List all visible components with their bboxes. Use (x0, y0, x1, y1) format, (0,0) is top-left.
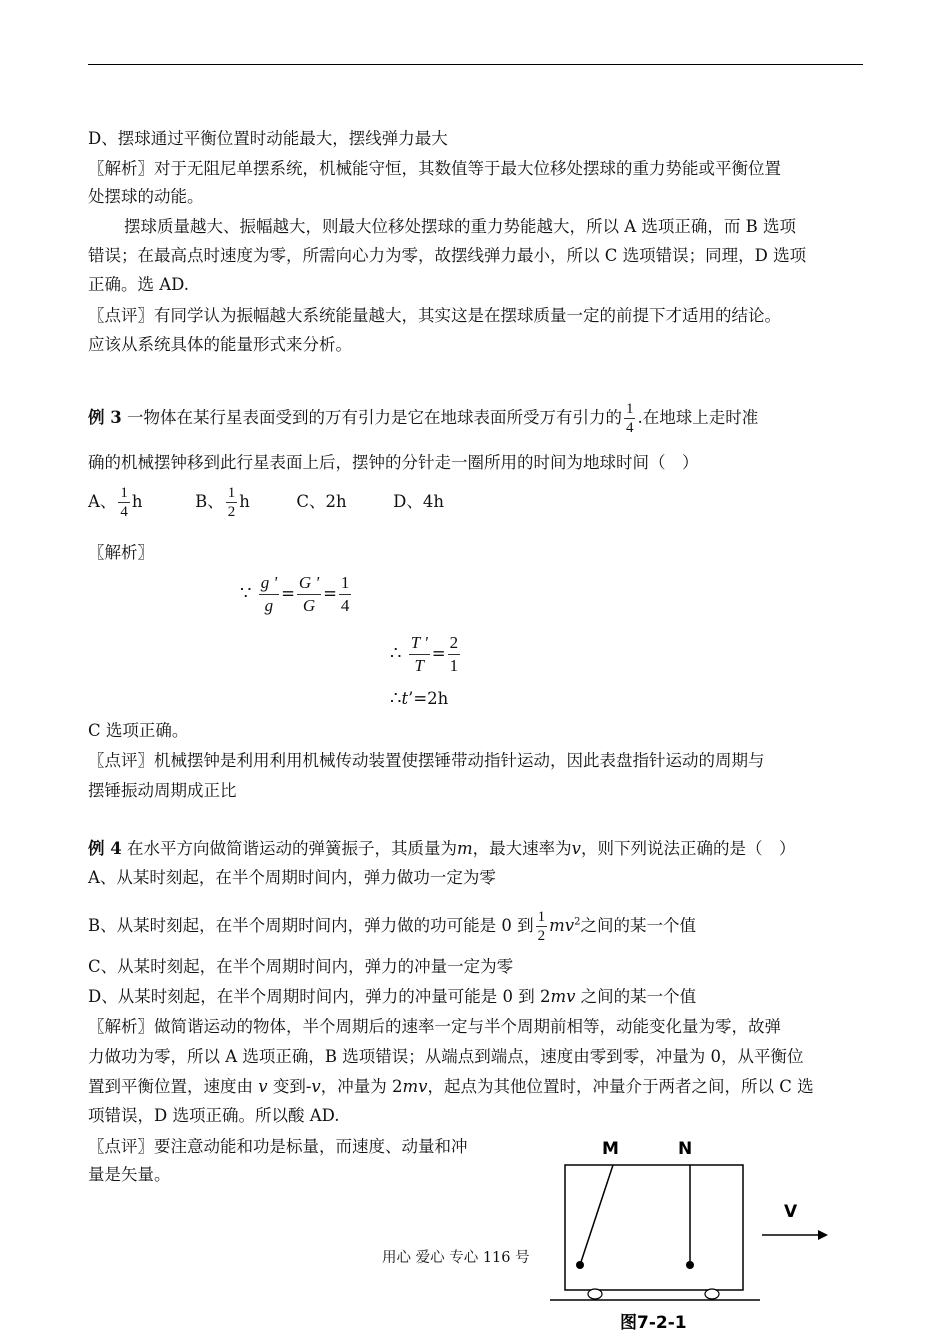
mv-term: mv (549, 916, 575, 935)
comment-1-line-2: 应该从系统具体的能量形式来分析。 (88, 335, 352, 354)
option-d: D、摆球通过平衡位置时动能最大，摆线弹力最大 (88, 129, 448, 148)
equation-2 (390, 632, 462, 677)
option-d: D、4h (393, 492, 444, 511)
option-d-text-b: 之间的某一个值 (575, 987, 697, 1006)
fraction-two-one: $\frac{2}{1}$ (449, 633, 459, 675)
page-footer: 用心 爱心 专心 116 号 (382, 1250, 530, 1266)
comment-1-line-1: 〖点评〗有同学认为振幅越大系统能量越大，其实这是在摆球质量一定的前提下才适用的结论。 (88, 306, 781, 325)
option-b-unit: h (239, 492, 250, 511)
option-a-label: A、 (88, 492, 117, 511)
example-3-answer: C 选项正确。 (88, 721, 189, 740)
fraction-g-ratio: $\frac{g '}{g}$ (260, 573, 278, 615)
square-superscript: 2 (574, 916, 581, 928)
comment-3-line-1: 〖点评〗机械摆钟是利用利用机械传动装置使摆锤带动指针运动，因此表盘指针运动的周期与 (88, 751, 765, 770)
analysis-4-line-3: 置到平衡位置，速度由 v 变到-v，冲量为 2mv，起点为其他位置时，冲量介于两者之间，所以 C 选 (88, 1077, 814, 1096)
label-n: N (678, 1139, 693, 1159)
fraction-G-ratio: $\frac{G '}{G}$ (298, 573, 320, 615)
equals-sign: = (431, 644, 446, 663)
equation-1 (240, 572, 353, 617)
option-c: C、2h (296, 492, 347, 511)
equation-3 (390, 688, 448, 710)
example-4-stem-c: ，则下列说法正确的是（ ） (580, 839, 796, 858)
mass-variable: m (456, 839, 473, 858)
mv-term: mv (550, 987, 576, 1006)
example-4-option-c: C、从某时刻起，在半个周期时间内，弹力的冲量一定为零 (88, 957, 514, 976)
label-v: V (784, 1202, 798, 1222)
label-m: M (602, 1139, 619, 1159)
analysis-1-line-5: 正确。选 AD. (88, 275, 190, 294)
example-4-option-b (88, 908, 696, 945)
analysis-1-line-1: 〖解析〗对于无阻尼单摆系统，机械能守恒，其数值等于最大位移处摆球的重力势能或平衡位置 (88, 159, 781, 178)
wheel-right (705, 1289, 719, 1299)
comment-4-line-1: 〖点评〗要注意动能和功是标量，而速度、动量和冲 (88, 1137, 468, 1156)
example-3-text-a: 一物体在某行星表面受到的万有引力是它在地球表面所受万有引力的 (126, 408, 622, 427)
equals-sign: = (281, 584, 295, 603)
fraction-one-quarter-2: $\frac{1}{4}$ (340, 573, 350, 615)
figure-7-2-1 (540, 1132, 840, 1338)
example-4-label: 例 4 (88, 839, 122, 858)
figure-caption: 图7-2-1 (620, 1313, 687, 1333)
analysis-4-line-4: 项错误，D 选项正确。所以酸 AD. (88, 1106, 340, 1125)
example-4-stem-a: 在水平方向做简谐运动的弹簧振子，其质量为 (126, 839, 457, 858)
analysis-1-line-4: 错误；在最高点时速度为零，所需向心力为零，故摆线弹力最小，所以 C 选项错误；同理，D 选项 (88, 246, 807, 265)
comment-3-line-2: 摆锤振动周期成正比 (88, 781, 237, 800)
t-value: ’=2h (408, 689, 449, 708)
analysis-4-line-1: 〖解析〗做简谐运动的物体，半个周期后的速率一定与半个周期前相等，动能变化量为零，故弹 (88, 1017, 781, 1036)
equals-sign: = (323, 584, 337, 603)
example-3-stem (88, 400, 758, 437)
t-variable: t (401, 689, 409, 708)
example-4-option-d (88, 986, 696, 1008)
therefore-symbol: ∴ (390, 643, 402, 664)
analysis-4-line-2: 力做功为零，所以 A 选项正确，B 选项错误；从端点到端点，速度由零到零，冲量为 0，从平衡位 (88, 1047, 804, 1066)
option-a-fraction: $\frac{1}{4}$ (120, 485, 128, 520)
fraction-one-half: $\frac{1}{2}$ (537, 909, 546, 944)
speed-variable: v (571, 839, 581, 858)
example-3-stem-2: 确的机械摆钟移到此行星表面上后，摆钟的分针走一圈所用的时间为地球时间（ ） (88, 453, 699, 472)
example-3-analysis-label: 〖解析〗 (88, 543, 154, 562)
example-3-options (88, 484, 444, 521)
velocity-arrow-head (818, 1230, 828, 1240)
fraction-T-ratio: $\frac{T '}{T}$ (410, 633, 428, 675)
analysis-1-line-3: 摆球质量越大、振幅越大，则最大位移处摆球的重力势能越大，所以 A 选项正确，而 B 选项 (124, 217, 797, 236)
wheel-left (588, 1289, 602, 1299)
pendulum-m-bob (576, 1261, 584, 1269)
header-rule (88, 64, 863, 65)
option-b-fraction: $\frac{1}{2}$ (227, 485, 236, 520)
analysis-1-line-2: 处摆球的动能。 (88, 187, 204, 206)
option-b-label: B、 (195, 492, 224, 511)
fraction-one-quarter: $\frac{1}{4}$ (625, 401, 634, 436)
pendulum-n-bob (686, 1261, 694, 1269)
example-4-stem-b: ，最大速率为 (472, 839, 572, 858)
option-b-text-a: B、从某时刻起，在半个周期时间内，弹力做的功可能是 0 到 (88, 916, 534, 935)
because-symbol: ∵ (240, 583, 252, 604)
option-a-unit: h (131, 492, 143, 511)
example-3-label: 例 3 (88, 408, 122, 427)
comment-4-line-2: 量是矢量。 (88, 1165, 171, 1184)
option-b-text-b: 之间的某一个值 (580, 916, 696, 935)
pendulum-m-string (580, 1165, 613, 1265)
option-d-text-a: D、从某时刻起，在半个周期时间内，弹力的冲量可能是 0 到 2 (88, 987, 551, 1006)
example-4-option-a: A、从某时刻起，在半个周期时间内，弹力做功一定为零 (88, 868, 496, 887)
example-3-text-b: .在地球上走时准 (637, 408, 759, 427)
example-4-stem (88, 838, 795, 860)
therefore-symbol: ∴ (390, 688, 402, 709)
